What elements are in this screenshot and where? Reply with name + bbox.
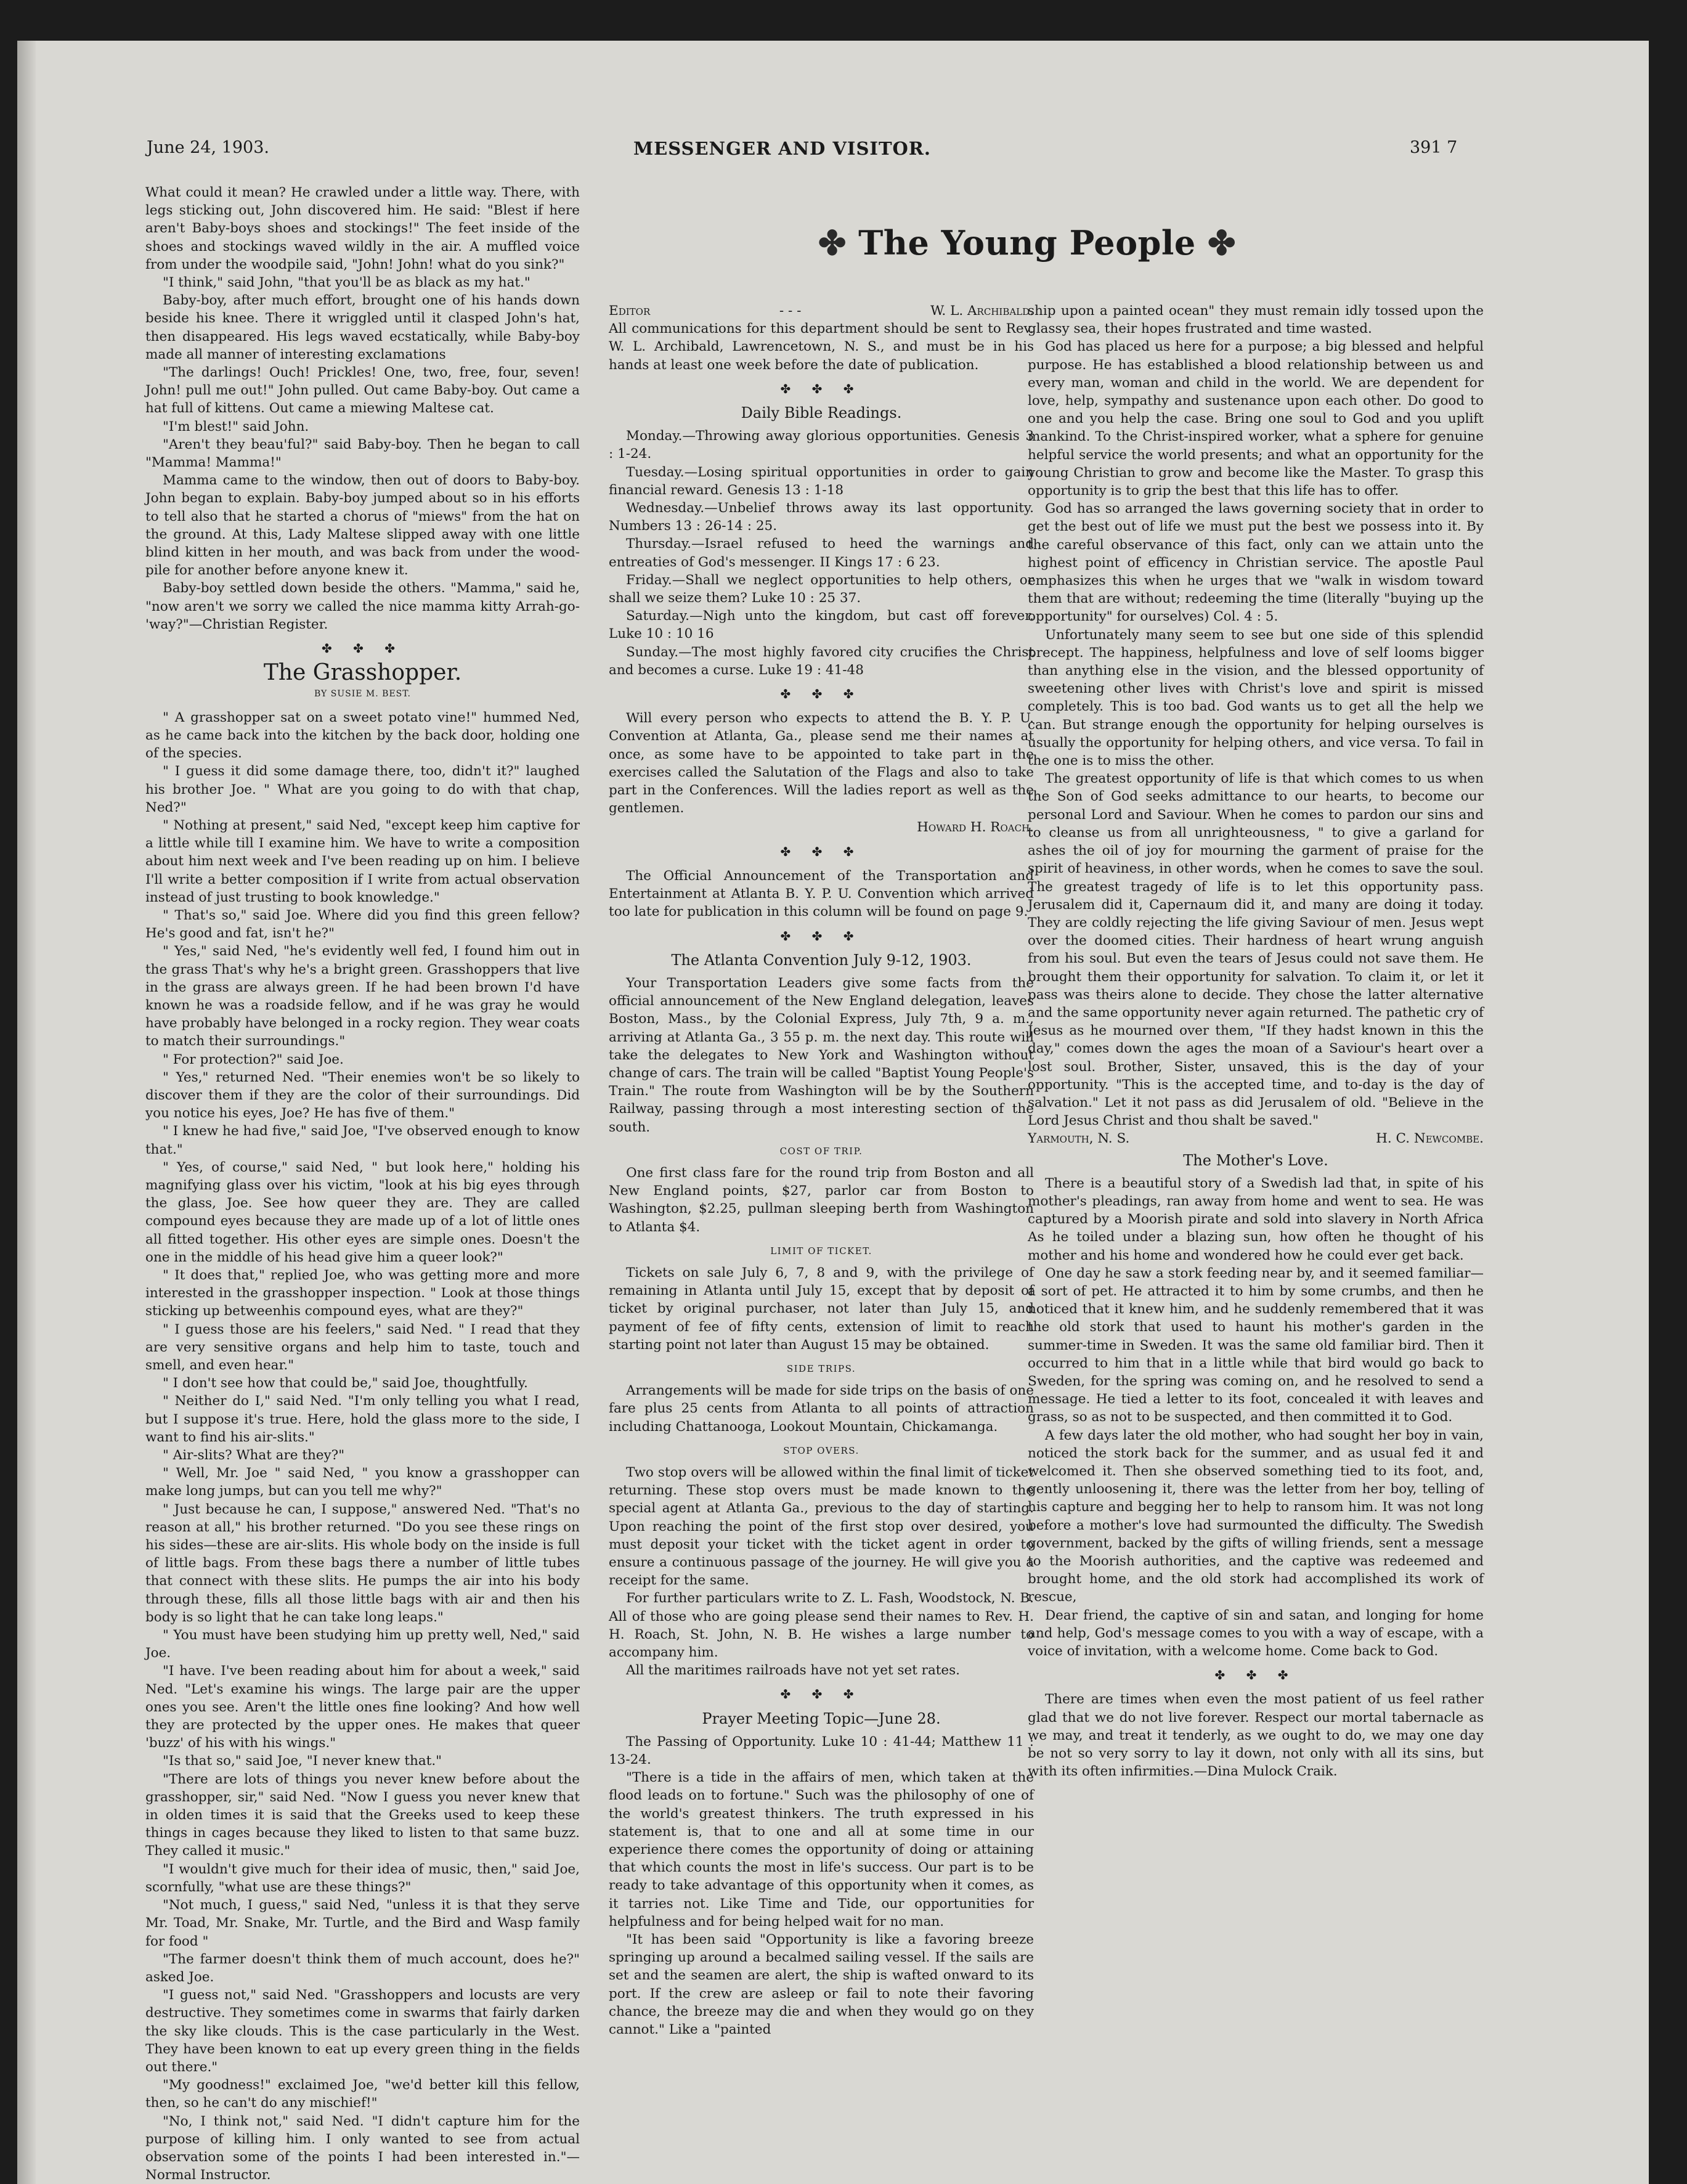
ornament-divider: ✤ ✤ ✤ bbox=[780, 1687, 863, 1702]
mother-title: The Mother's Love. bbox=[1183, 1151, 1328, 1169]
paragraph: Will every person who expects to attend the B. Y. P. U. Convention at Atlanta, Ga., please send me their names at once, as some have to be appointed to take part in the exercises called the Salutation of the Flags and also to take part in the Conferences. Will the ladies report as well as the gentlemen. bbox=[609, 711, 1034, 817]
reading-item: Saturday.—Nigh unto the kingdom, but cast off forever. Luke 10 : 10 16 bbox=[609, 608, 1034, 642]
ornament-icon: ✤ bbox=[1208, 223, 1236, 263]
paragraph: " Air-slits? What are they?" bbox=[162, 1448, 345, 1464]
reading-item: Thursday.—Israel refused to heed the warnings and entreaties of God's messenger. II Kings 17 : 6 23. bbox=[609, 536, 1034, 570]
subheading: SIDE TRIPS. bbox=[786, 1363, 856, 1374]
paragraph: "I'm blest!" said John. bbox=[162, 418, 309, 434]
paragraph: What could it mean? He crawled under a little way. There, with legs sticking out, John discovered him. He said: "Blest if here aren't Baby-boys shoes and stockings!" The feet inside of the shoes and stockings waved wildly in the air. A muffled voice from under the woodpile said, "John! John! what do you sink?" bbox=[145, 185, 580, 272]
paragraph: One first class fare for the round trip from Boston and all New England points, $27, parlor car from Boston to Washington, $2.25, pullman sleeping berth from Washington to Atlanta $4. bbox=[609, 1165, 1034, 1235]
paragraph: " For protection?" said Joe. bbox=[162, 1051, 344, 1067]
signature-author: H. C. Newcombe. bbox=[1376, 1131, 1484, 1147]
paragraph: ship upon a painted ocean" they must remain idly tossed upon the glassy sea, their hopes frustrated and time wasted. bbox=[1028, 303, 1484, 337]
paragraph: " I guess it did some damage there, too, didn't it?" laughed his brother Joe. " What are you going to do with that chap, Ned?" bbox=[145, 764, 580, 815]
editor-name: W. L. Archibald. bbox=[930, 303, 1034, 319]
paragraph: " It does that," replied Joe, who was getting more and more interested in the grasshopper inspection. " Look at those things sticking up betweenhis compound eyes, what are they?" bbox=[145, 1267, 580, 1319]
reading-item: Tuesday.—Losing spiritual opportunities in order to gain financial reward. Genesis 13 : 1-18 bbox=[609, 464, 1034, 498]
paragraph: " I knew he had five," said Joe, "I've observed enough to know that." bbox=[145, 1123, 580, 1157]
paragraph: "No, I think not," said Ned. "I didn't capture him for the purpose of killing him. I only wanted to see from actual observation some of the points I had been interested in."—Normal Instructor. bbox=[145, 2113, 580, 2183]
ornament-divider: ✤ ✤ ✤ bbox=[322, 641, 404, 656]
prayer-title: Prayer Meeting Topic—June 28. bbox=[702, 1709, 941, 1727]
editor-line bbox=[609, 302, 1034, 320]
paragraph: "It has been said "Opportunity is like a favoring breeze springing up around a becalmed sailing vessel. If the sails are set and the seamen are alert, the ship is wafted onward to its port. If the crew are asleep or fail to note their favoring chance, the breeze may die and when they would go on they cannot." Like a "painted bbox=[609, 1932, 1034, 2038]
reading-item: Sunday.—The most highly favored city crucifies the Christ and becomes a curse. Luke 19 : 41-48 bbox=[609, 644, 1034, 678]
paragraph: "I wouldn't give much for their idea of music, then," said Joe, scornfully, "what use are these things?" bbox=[145, 1861, 580, 1895]
paragraph: " I don't see how that could be," said Joe, thoughtfully. bbox=[162, 1375, 528, 1391]
paragraph: "Not much, I guess," said Ned, "unless it is that they serve Mr. Toad, Mr. Snake, Mr. Turtle, and the Bird and Wasp family for food " bbox=[145, 1897, 580, 1949]
section-title: ✤ The Young People ✤ bbox=[818, 223, 1236, 263]
masthead-title: MESSENGER AND VISITOR. bbox=[633, 138, 931, 159]
issue-date: June 24, 1903. bbox=[147, 138, 269, 157]
signature-place: Yarmouth, N. S. bbox=[1028, 1131, 1130, 1147]
reading-item: Wednesday.—Unbelief throws away its last opportunity. Numbers 13 : 26-14 : 25. bbox=[609, 500, 1034, 534]
paragraph: Tickets on sale July 6, 7, 8 and 9, with the privilege of remaining in Atlanta until July 15, except that by deposit of ticket by original purchaser, not later than July 15, and payment of fee of fifty cents, extension of limit to reach starting point not later than August 15 may be obtained. bbox=[609, 1265, 1034, 1353]
paragraph: All the maritimes railroads have not yet set rates. bbox=[625, 1663, 961, 1679]
paragraph: A few days later the old mother, who had sought her boy in vain, noticed the stork back for the summer, and as usual fed it and welcomed it. Then she observed something tied to its foot, and, gently unloosening it, there was the letter from her boy, telling of his capture and begging her to help to ransom him. It was not long before a mother's love had surmounted the difficulty. The Swedish government, backed by the gifts of willing friends, sent a message to the Moorish authorities, and the captive was redeemed and brought home, and the old stork had accomplished its work of rescue, bbox=[1028, 1427, 1484, 1605]
newspaper-page bbox=[17, 41, 1649, 2184]
paragraph: " Nothing at present," said Ned, "except keep him captive for a little while till I examine him. We have to write a composition about him next week and I've been reading up on him. I believe I'll write a better composition if I write from actual observation instead of just trusting to book knowledge." bbox=[145, 817, 580, 905]
paragraph: Baby-boy settled down beside the others. "Mamma," said he, "now aren't we sorry we called the nice mamma kitty Arrah-go-'way?"—Christian Register. bbox=[145, 581, 580, 632]
paragraph: "Is that so," said Joe, "I never knew that." bbox=[162, 1753, 442, 1769]
paragraph: For further particulars write to Z. L. Fash, Woodstock, N. B. All of those who are going please send their names to Rev. H. H. Roach, St. John, N. B. He wishes a large number to accompany him. bbox=[609, 1591, 1034, 1661]
paragraph: " Well, Mr. Joe " said Ned, " you know a grasshopper can make long jumps, but can you tell me why?" bbox=[145, 1465, 580, 1499]
paragraph: The greatest opportunity of life is that which comes to us when the Son of God seeks admittance to our hearts, to become our personal Lord and Saviour. When he comes to pardon our sins and to cleanse us from all unrighteousness, " to give a garland for ashes the oil of joy for mourning the garment of praise for the spirit of heaviness, in other words, when he comes to save the soul. The greatest tragedy of life is to let this opportunity pass. Jerusalem did it, Capernaum did it, and many are doing it today. They are coldly rejecting the life giving Saviour of men. Jesus wept over the doomed cities. Their hardness of heart wrung anguish from his soul. But even the tears of Jesus could not save them. He brought them their opportunity for salvation. To claim it, or let it pass was theirs alone to decide. They chose the latter alternative and the same opportunity never again returned. The pathetic cry of Jesus as he mourned over them, "If they hadst known in this the day," comes down the ages the moan of a Saviour's heart over a lost soul. Brother, Sister, unsaved, this is the day of your opportunity. "This is the accepted time, and to-day is the day of salvation." Let it not pass as did Jerusalem of old. "Believe in the Lord Jesus Christ and thou shalt be saved." bbox=[1028, 771, 1484, 1129]
column-middle bbox=[609, 302, 1034, 2039]
ornament-divider: ✤ ✤ ✤ bbox=[780, 381, 863, 396]
paragraph: There is a beautiful story of a Swedish lad that, in spite of his mother's pleadings, ran away from home and went to sea. He was captured by a Moorish pirate and sold into slavery in North Africa As he toiled under a blazing sun, how often he thought of his mother and his home and wondered how he could ever get back. bbox=[1028, 1175, 1484, 1263]
paragraph: "Aren't they beau'ful?" said Baby-boy. Then he began to call "Mamma! Mamma!" bbox=[145, 436, 580, 471]
paragraph: "The farmer doesn't think them of much account, does he?" asked Joe. bbox=[145, 1951, 580, 1985]
paragraph: "The darlings! Ouch! Prickles! One, two, free, four, seven! John! pull me out!" John pulled. Out came Baby-boy. Out came a hat full of kittens. Out came a miewing Maltese cat. bbox=[145, 365, 580, 417]
grasshopper-article bbox=[145, 709, 580, 2184]
paragraph: Two stop overs will be allowed within the final limit of ticket returning. These stop overs must be made known to the special agent at Atlanta Ga., previous to the day of starting. Upon reaching the point of the first stop over desired, you must deposit your ticket with the ticket agent in order to ensure a continuous passage of the journey. He will give you a receipt for the same. bbox=[609, 1464, 1034, 1589]
paragraph: "My goodness!" exclaimed Joe, "we'd better kill this fellow, then, so he can't do any mischief!" bbox=[145, 2077, 580, 2111]
signature: Howard H. Roach. bbox=[917, 820, 1034, 836]
paragraph: " I guess those are his feelers," said Ned. " I read that they are very sensitive organs and help him to taste, touch and smell, and even hear." bbox=[145, 1321, 580, 1373]
ornament-divider: ✤ ✤ ✤ bbox=[1214, 1668, 1297, 1683]
signature-line bbox=[1028, 1130, 1484, 1147]
column-right bbox=[1028, 302, 1484, 1780]
paragraph: The Official Announcement of the Transportation and Entertainment at Atlanta B. Y. P. U. Convention which arrived too late for publication in this column will be found on page 9. bbox=[609, 868, 1034, 920]
paragraph: " Just because he can, I suppose," answered Ned. "That's no reason at all," his brother returned. "Do you see these rings on his sides—these are air-slits. His whole body on the inside is full of little bags. From these bags there a number of little tubes that connect with these slits. He pumps the air into his body through these, fills all those little bags with air and then his body is so light that he can take long leaps." bbox=[145, 1501, 580, 1625]
reading-item: Friday.—Shall we neglect opportunities to help others, or shall we seize them? Luke 10 : 25 37. bbox=[609, 572, 1034, 606]
paragraph: " A grasshopper sat on a sweet potato vine!" hummed Ned, as he came back into the kitchen by the back door, holding one of the species. bbox=[145, 709, 580, 762]
paragraph: Your Transportation Leaders give some facts from the official announcement of the New England delegation, leaves Boston, Mass., by the Colonial Express, July 7th, 9 a. m., arriving at Atlanta Ga., 3 55 p. m. the next day. This route will take the delegates to New York and Washington without change of cars. The train will be called "Baptist Young People's Train." The route from Washington will be by the Southern Railway, passing through a most interesting section of the south. bbox=[609, 975, 1034, 1135]
paragraph: " Yes," returned Ned. "Their enemies won't be so likely to discover them if they are the color of their surroundings. Did you notice his eyes, Joe? He has five of them." bbox=[145, 1069, 580, 1122]
subheading: COST OF TRIP. bbox=[779, 1145, 863, 1157]
paragraph: God has so arranged the laws governing society that in order to get the best out of life we must put the best we possess into it. By the careful observance of this fact, only can we attain unto the highest point of efficency in Christian service. The apostle Paul emphasizes this when he urges that we "walk in wisdom toward them that are without; redeeming the time (literally "buying up the opportunity" for ourselves) Col. 4 : 5. bbox=[1028, 501, 1484, 625]
paragraph: "I guess not," said Ned. "Grasshoppers and locusts are very destructive. They sometimes come in swarms that fairly darken the sky like clouds. This is the case particularly in the West. They have been known to eat up every green thing in the fields out there." bbox=[145, 1987, 580, 2075]
ornament-icon: ✤ bbox=[818, 223, 847, 263]
paragraph: Mamma came to the window, then out of doors to Baby-boy. John began to explain. Baby-boy jumped about so in his efforts to tell also that he started a chorus of "miews" from the hat on the ground. At this, Lady Maltese slipped away with one little blind kitten in her mouth, and was back from under the wood-pile for another before anyone knew it. bbox=[145, 473, 580, 579]
article-title: The Grasshopper. bbox=[263, 660, 462, 686]
paragraph: " Neither do I," said Ned. "I'm only telling you what I read, but I suppose it's true. Here, hold the glass more to the side, I want to find his air-slits." bbox=[145, 1393, 580, 1445]
ornament-divider: ✤ ✤ ✤ bbox=[780, 844, 863, 859]
paragraph: "I have. I've been reading about him for about a week," said Ned. "Let's examine his wings. The large pair are the upper ones you see. Aren't the little ones fine looking? And how well they are protected by the upper ones. He makes that queer 'buzz' of his with his wings." bbox=[145, 1663, 580, 1751]
paragraph: " Yes," said Ned, "he's evidently well fed, I found him out in the grass That's why he's a bright green. Grasshoppers that live in the grass are always green. If he had been brown I'd have known he was a roadside fellow, and if he was gray he would have probably have belonged in a rocky region. They wear coats to match their surroundings." bbox=[145, 943, 580, 1049]
editor-dashes: - - - bbox=[779, 303, 802, 319]
article-byline: BY SUSIE M. BEST. bbox=[314, 689, 411, 699]
reading-item: Monday.—Throwing away glorious opportunities. Genesis 3 : 1-24. bbox=[609, 428, 1034, 462]
paragraph: "There is a tide in the affairs of men, which taken at the flood leads on to fortune." Such was the philosophy of one of the world's greatest thinkers. The truth expressed in his statement is, that to one and all at some time in our experience there comes the opportunity of doing or attaining that which counts the most in life's success. Our part is to be ready to take advantage of this opportunity when it comes, as it tarries not. Like Time and Tide, our opportunities for helpfulness and for being helped wait for no man. bbox=[609, 1770, 1034, 1929]
paragraph: " Yes, of course," said Ned, " but look here," holding his magnifying glass over his victim, "look at his big eyes through the glass, Joe. See how queer they are. They are called compound eyes because they are made up of a lot of little ones all fitted together. His other eyes are simple ones. Doesn't the one in the middle of his head give him a queer look?" bbox=[145, 1159, 580, 1265]
paragraph: God has placed us here for a purpose; a big blessed and helpful purpose. He has established a blood relationship between us and every man, woman and child in the world. We are dependent for love, help, sympathy and sustenance upon each other. Do good to one and you help the case. Bring one soul to God and you uplift mankind. To the Christ-inspired worker, what a sphere for genuine helpful service the world presents; and what an opportunity for the young Christian to grow and become like the Master. To grasp this opportunity is to grip the best that this life has to offer. bbox=[1028, 339, 1484, 499]
paragraph: Dear friend, the captive of sin and satan, and longing for home and help, God's message comes to you with a way of escape, with a voice of invitation, with a welcome home. Come back to God. bbox=[1028, 1607, 1484, 1660]
paragraph: Unfortunately many seem to see but one side of this splendid precept. The happiness, helpfulness and love of self looms bigger than anything else in the vision, and the blessed opportunity of sweetening other lives with Christ's love and spirit is missed completely. This is too bad. God wants us to get all the help we can. But strange enough the opportunity for helping ourselves is usually the opportunity for helping others, and vice versa. To fail in the one is to miss the other. bbox=[1028, 627, 1484, 769]
paragraph: " You must have been studying him up pretty well, Ned," said Joe. bbox=[145, 1628, 580, 1661]
editor-label: Editor bbox=[609, 303, 651, 319]
ornament-divider: ✤ ✤ ✤ bbox=[780, 687, 863, 702]
paragraph: " That's so," said Joe. Where did you find this green fellow? He's good and fat, isn't he?" bbox=[145, 907, 580, 942]
ornament-divider: ✤ ✤ ✤ bbox=[780, 928, 863, 943]
story-ending bbox=[145, 184, 580, 634]
paragraph: Arrangements will be made for side trips on the basis of one fare plus 25 cents from Atlanta to all points of attraction including Chattanooga, Lookout Mountain, Chickamanga. bbox=[609, 1383, 1034, 1435]
paragraph: "There are lots of things you never knew before about the grasshopper, sir," said Ned. "Now I guess you never knew that in olden times it is said that the Greeks used to keep these things in cages because they liked to listen to that same buzz. They called it music." bbox=[145, 1771, 580, 1859]
column-left bbox=[145, 184, 580, 2184]
paragraph: All communications for this department should be sent to Rev. W. L. Archibald, Lawrencetown, N. S., and must be in his hands at least one week before the date of publication. bbox=[609, 321, 1034, 373]
subheading: LIMIT OF TICKET. bbox=[770, 1245, 872, 1257]
paragraph: Baby-boy, after much effort, brought one of his hands down beside his knee. There it wriggled until it clasped John's hat, then disappeared. His legs waved ecstatically, while Baby-boy made all manner of interesting exclamations bbox=[145, 293, 580, 362]
convention-title: The Atlanta Convention July 9-12, 1903. bbox=[671, 951, 972, 969]
paragraph: There are times when even the most patient of us feel rather glad that we do not live forever. Respect our mortal tabernacle as we may, and treat it tenderly, as we ought to do, we may one day be not so very sorry to lay it down, not only with all its sins, but with its often infirmities.—Dina Mulock Craik. bbox=[1028, 1692, 1484, 1780]
page-number: 391 7 bbox=[1410, 138, 1458, 157]
readings-title: Daily Bible Readings. bbox=[741, 404, 902, 422]
page-binding-shadow bbox=[17, 41, 36, 2184]
subheading: STOP OVERS. bbox=[783, 1444, 860, 1456]
paragraph: "I think," said John, "that you'll be as black as my hat." bbox=[162, 275, 530, 291]
paragraph: The Passing of Opportunity. Luke 10 : 41-44; Matthew 11 : 13-24. bbox=[609, 1734, 1034, 1768]
paragraph: One day he saw a stork feeding near by, and it seemed familiar—a sort of pet. He attracted it to him by some crumbs, and then he noticed that it knew him, and he suddenly remembered that it was the old stork that used to haunt his mother's garden in the summer-time in Sweden. It was the same old familiar bird. Then it occurred to him that in a little while that bird would go back to Sweden, for the spring was coming on, and he resolved to send a message. He tied a letter to its foot, concealed it with leaves and grass, so as not to be suspected, and then committed it to God. bbox=[1028, 1265, 1484, 1425]
